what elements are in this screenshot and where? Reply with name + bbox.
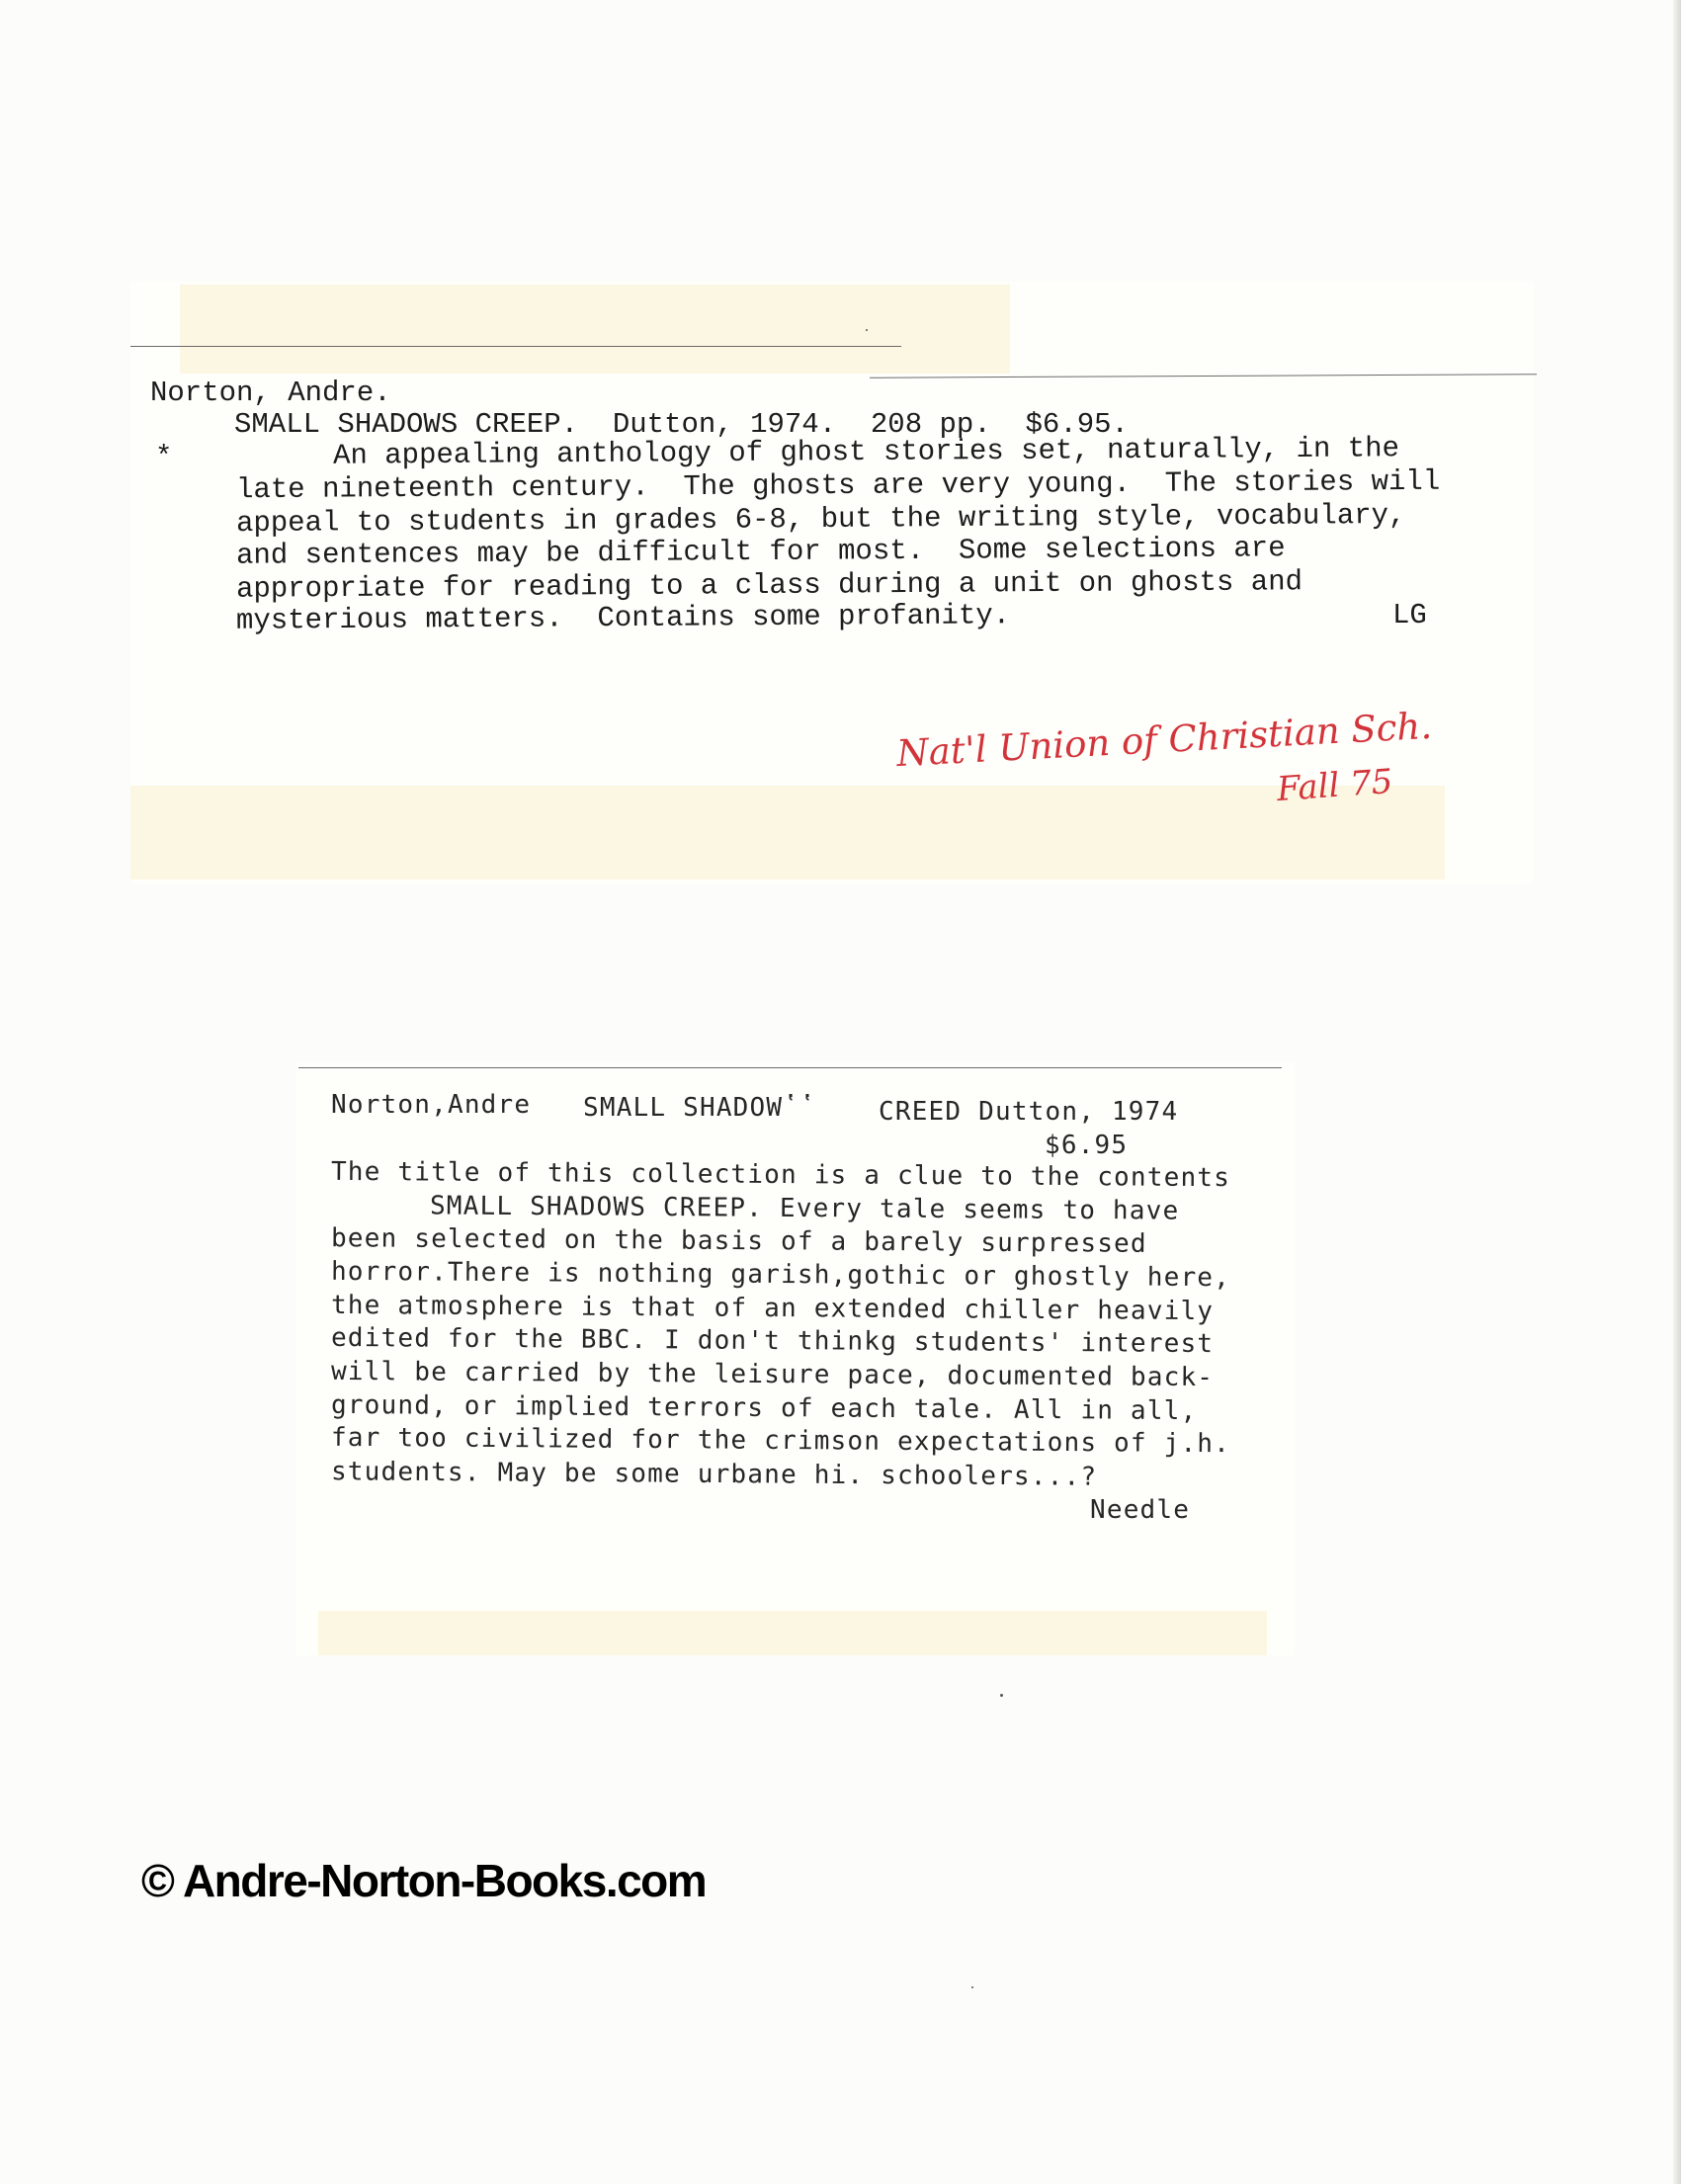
speck-1 <box>1000 1694 1003 1697</box>
review-2-line-6: edited for the BBC. I don't thinkg students' interest <box>330 1322 1215 1360</box>
review-1-line-6: mysterious matters. Contains some profanity. <box>235 599 1011 637</box>
review-2-header-author: Norton,Andre <box>331 1090 532 1120</box>
review-1-line-2: late nineteenth century. The ghosts are very young. The stories will <box>235 464 1441 507</box>
review-1-line-4: and sentences may be difficult for most. Some selections are <box>235 532 1286 572</box>
tape-strip-bottom <box>130 786 1445 880</box>
review-1-line-5: appropriate for reading to a class during a unit on ghosts and <box>235 565 1303 606</box>
review-2-line-2: SMALL SHADOWS CREEP. Every tale seems to have <box>429 1191 1180 1226</box>
review-2-line-3: been selected on the basis of a barely surpressed <box>330 1223 1147 1259</box>
cut-line-1a <box>130 346 901 347</box>
review-2-header-publisher: CREED Dutton, 1974 <box>879 1097 1179 1127</box>
review-2-price: $6.95 <box>1045 1131 1129 1160</box>
review-clipping-1 <box>130 282 1534 884</box>
review-1-line-3: appeal to students in grades 6-8, but the writing style, vocabulary, <box>235 498 1406 541</box>
review-1-citation: SMALL SHADOWS CREEP. Dutton, 1974. 208 pp. $6.95. <box>234 408 1129 441</box>
review-1-author: Norton, Andre. <box>150 377 391 409</box>
tape-strip-top <box>180 285 1010 374</box>
review-1-reviewer: LG <box>1392 599 1427 631</box>
review-2-line-7: will be carried by the leisure pace, documented back- <box>330 1356 1215 1393</box>
cut-line-2 <box>298 1067 1282 1068</box>
review-2-header-title: SMALL SHADOWʽʽ <box>583 1093 816 1123</box>
speck-3 <box>971 1986 973 1988</box>
review-2-line-10: students. May be some urbane hi. schoolers...? <box>330 1457 1098 1492</box>
review-2-line-4: horror.There is nothing garish,gothic or ghostly here, <box>330 1256 1231 1294</box>
copyright-watermark: © Andre-Norton-Books.com <box>141 1855 707 1906</box>
review-2-reviewer: Needle <box>1090 1495 1191 1525</box>
handwritten-note-line-2: Fall 75 <box>1275 761 1394 810</box>
speck-2 <box>866 329 868 331</box>
handwritten-note-line-1: Nat'l Union of Christian Sch. <box>895 704 1433 776</box>
review-2-line-9: far too civilized for the crimson expectations of j.h. <box>330 1422 1231 1460</box>
review-2-line-1: The title of this collection is a clue to the contents <box>330 1156 1231 1194</box>
tape-strip-lower <box>318 1611 1267 1655</box>
review-2-line-5: the atmosphere is that of an extended chiller heavily <box>330 1290 1215 1327</box>
scan-edge <box>1673 0 1681 2184</box>
review-clipping-2 <box>296 1062 1295 1655</box>
review-2-line-8: ground, or implied terrors of each tale. All in all, <box>330 1389 1198 1427</box>
review-1-line-1: An appealing anthology of ghost stories set, naturally, in the <box>332 432 1400 472</box>
review-1-star: * <box>155 441 173 473</box>
